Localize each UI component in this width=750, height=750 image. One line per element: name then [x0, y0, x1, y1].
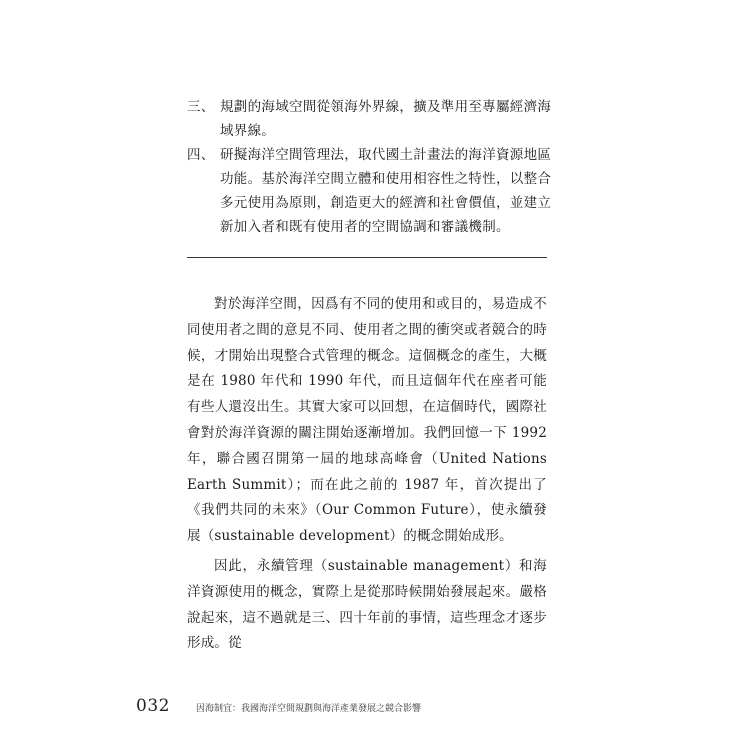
paragraph: 因此，永續管理（sustainable management）和海洋資源使用的概念，實際上是從那時候開始發展起來。嚴格說起來，這不過就是三、四十年前的事情，這些理念才逐步形成。從	[187, 557, 547, 652]
body-text	[187, 292, 547, 657]
list-item-number: 三、	[187, 99, 215, 115]
list-item-number: 四、	[187, 147, 215, 163]
list-item	[187, 95, 552, 143]
section-divider	[187, 257, 547, 258]
numbered-list	[187, 95, 552, 239]
list-item-text: 規劃的海域空間從領海外界線，擴及準用至專屬經濟海域界線。	[220, 99, 552, 139]
page-number: 032	[136, 696, 170, 716]
page-footer	[136, 696, 421, 716]
list-item	[187, 143, 552, 239]
paragraph: 對於海洋空間，因爲有不同的使用和或目的，易造成不同使用者之間的意見不同、使用者之間的衝突或者競合的時候，才開始出現整合式管理的概念。這個概念的產生，大概是在 1980 年代和 1990 年代，而且這個年代在座者可能有些人還沒出生。其實大家可以回想，在這個時代，國際社會對於海洋資源的關注開始逐漸增加。我們回憶一下 1992 年，聯合國召開第一屆的地球高峰會（United Nations Earth Summit）；而在此之前的 1987 年，首次提出了《我們共同的未來》（Our Common Future），使永續發展（sustainable development）的概念開始成形。	[187, 296, 547, 545]
running-head: 因海制宜：我國海洋空間規劃與海洋產業發展之競合影響	[195, 704, 421, 714]
list-item-text: 研擬海洋空間管理法，取代國土計畫法的海洋資源地區功能。基於海洋空間立體和使用相容性之特性，以整合多元使用為原則，創造更大的經濟和社會價值，並建立新加入者和既有使用者的空間協調和審議機制。	[220, 147, 552, 235]
